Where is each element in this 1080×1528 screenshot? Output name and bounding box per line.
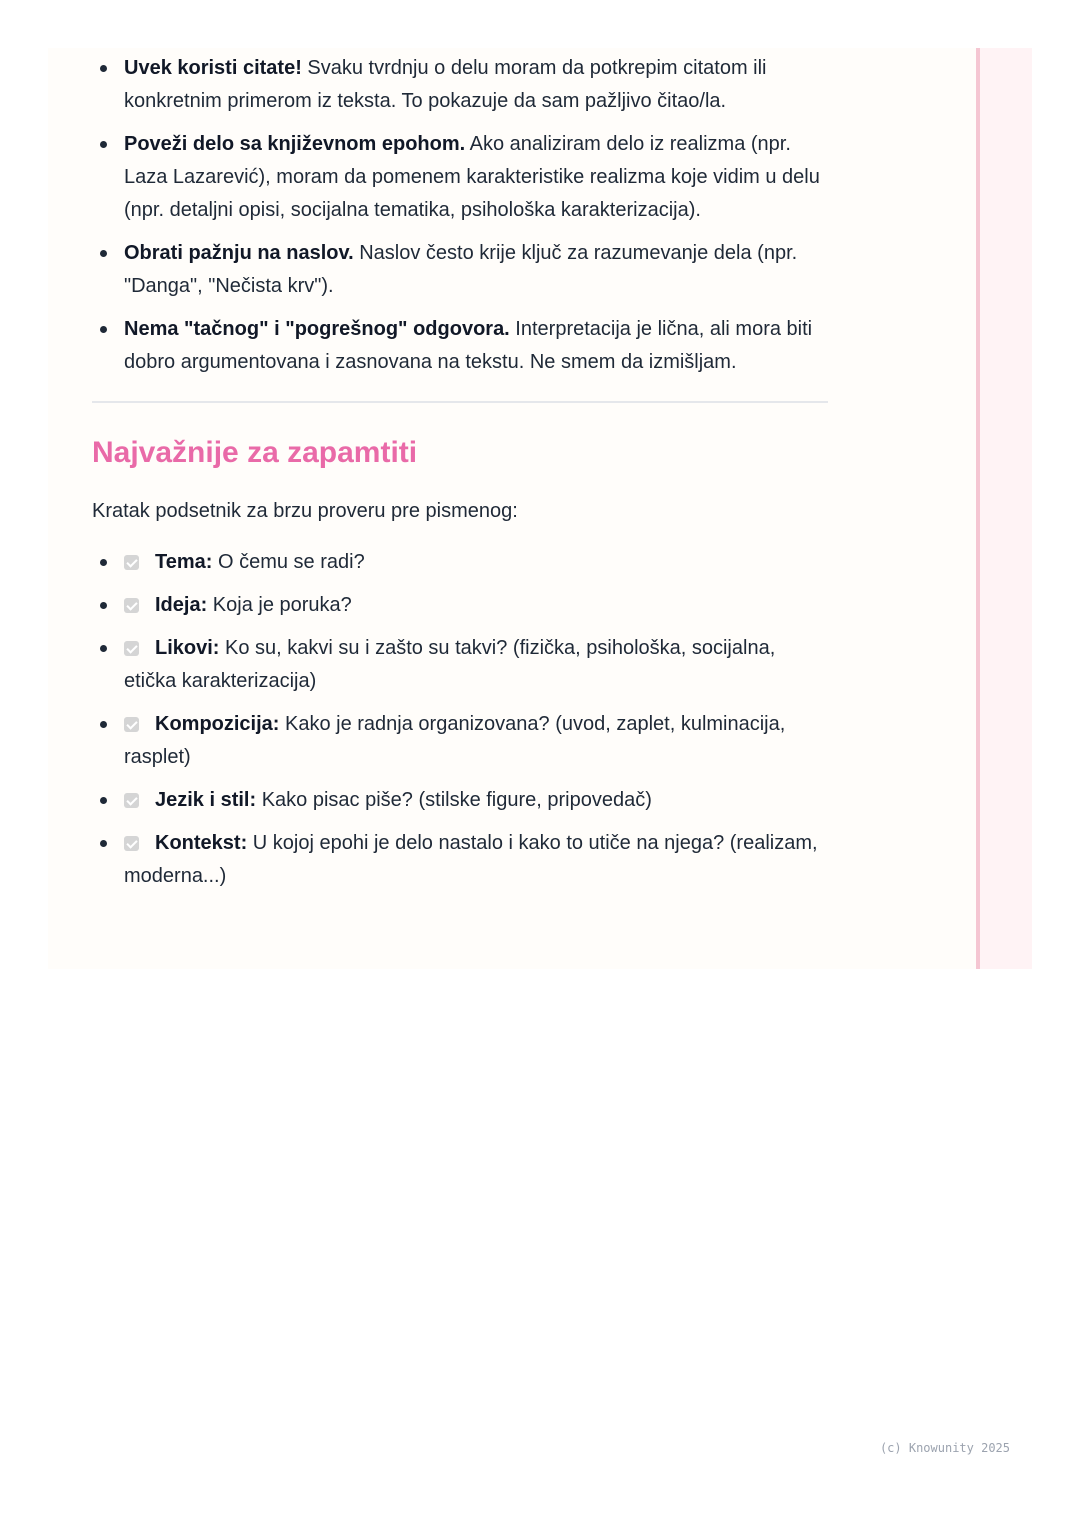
bullet-icon: [100, 326, 107, 333]
bullet-icon: [100, 559, 107, 566]
checkbox-checked-icon[interactable]: [124, 717, 139, 732]
tip-bold: Poveži delo sa književnom epohom.: [124, 133, 466, 155]
checkbox-checked-icon[interactable]: [124, 641, 139, 656]
tip-text: Ako analiziram delo iz realizma (npr. Laza Lazarević), moram da pomenem karakteristike realizma koje vidim u delu (npr. detaljni opisi, socijalna tematika, psihološka karakterizacija).: [124, 133, 820, 221]
tip-text: Interpretacija je lična, ali mora biti dobro argumentovana i zasnovana na tekstu. Ne smem da izmišljam.: [124, 318, 813, 373]
side-accent-bar: [976, 48, 1032, 969]
checklist-bold: Kompozicija:: [155, 713, 280, 735]
tip-bold: Nema "tačnog" i "pogrešnog" odgovora.: [124, 318, 510, 340]
checkbox-checked-icon[interactable]: [124, 555, 139, 570]
checkbox-checked-icon[interactable]: [124, 836, 139, 851]
list-item: [92, 237, 828, 303]
checkbox-checked-icon[interactable]: [124, 598, 139, 613]
bullet-icon: [100, 721, 107, 728]
bullet-icon: [100, 840, 107, 847]
checklist-text: Koja je poruka?: [207, 594, 352, 616]
checklist-text: Ko su, kakvi su i zašto su takvi? (fizička, psihološka, socijalna, etička karakterizacija): [124, 637, 776, 692]
copyright-footer: (c) Knowunity 2025: [879, 1441, 1010, 1455]
checklist-text: O čemu se radi?: [212, 551, 365, 573]
tip-text: Svaku tvrdnju o delu moram da potkrepim citatom ili konkretnim primerom iz teksta. To pokazuje da sam pažljivo čitao/la.: [124, 57, 767, 112]
section-title: Najvažnije za zapamtiti: [92, 436, 418, 469]
tip-bold: Obrati pažnju na naslov.: [124, 242, 354, 264]
checklist-bold: Jezik i stil:: [155, 789, 257, 811]
checklist-bold: Tema:: [155, 551, 213, 573]
bullet-icon: [100, 797, 107, 804]
section-divider: [92, 401, 828, 403]
tip-text: Naslov često krije ključ za razumevanje dela (npr. "Danga", "Nečista krv").: [124, 242, 798, 297]
bullet-icon: [100, 645, 107, 652]
checklist-item: [92, 546, 828, 579]
list-item: [92, 128, 828, 227]
checklist: [92, 546, 828, 893]
tip-bold: Uvek koristi citate!: [124, 57, 302, 79]
checklist-text: U kojoj epohi je delo nastalo i kako to utiče na njega? (realizam, moderna...): [124, 832, 818, 887]
main-content: [92, 52, 828, 903]
checklist-bold: Likovi:: [155, 637, 220, 659]
list-item: [92, 313, 828, 379]
section-intro: Kratak podsetnik za brzu proveru pre pismenog:: [92, 500, 518, 522]
checkbox-checked-icon[interactable]: [124, 793, 139, 808]
checklist-item: [92, 632, 828, 698]
checklist-text: Kako pisac piše? (stilske figure, pripovedač): [256, 789, 652, 811]
checklist-item: [92, 827, 828, 893]
checklist-text: Kako je radnja organizovana? (uvod, zaplet, kulminacija, rasplet): [124, 713, 786, 768]
bullet-icon: [100, 141, 107, 148]
checklist-item: [92, 708, 828, 774]
bullet-icon: [100, 250, 107, 257]
checklist-item: [92, 589, 828, 622]
list-item: [92, 52, 828, 118]
tips-list: [92, 52, 828, 379]
checklist-item: [92, 784, 828, 817]
checklist-bold: Kontekst:: [155, 832, 248, 854]
bullet-icon: [100, 65, 107, 72]
checklist-bold: Ideja:: [155, 594, 208, 616]
bullet-icon: [100, 602, 107, 609]
